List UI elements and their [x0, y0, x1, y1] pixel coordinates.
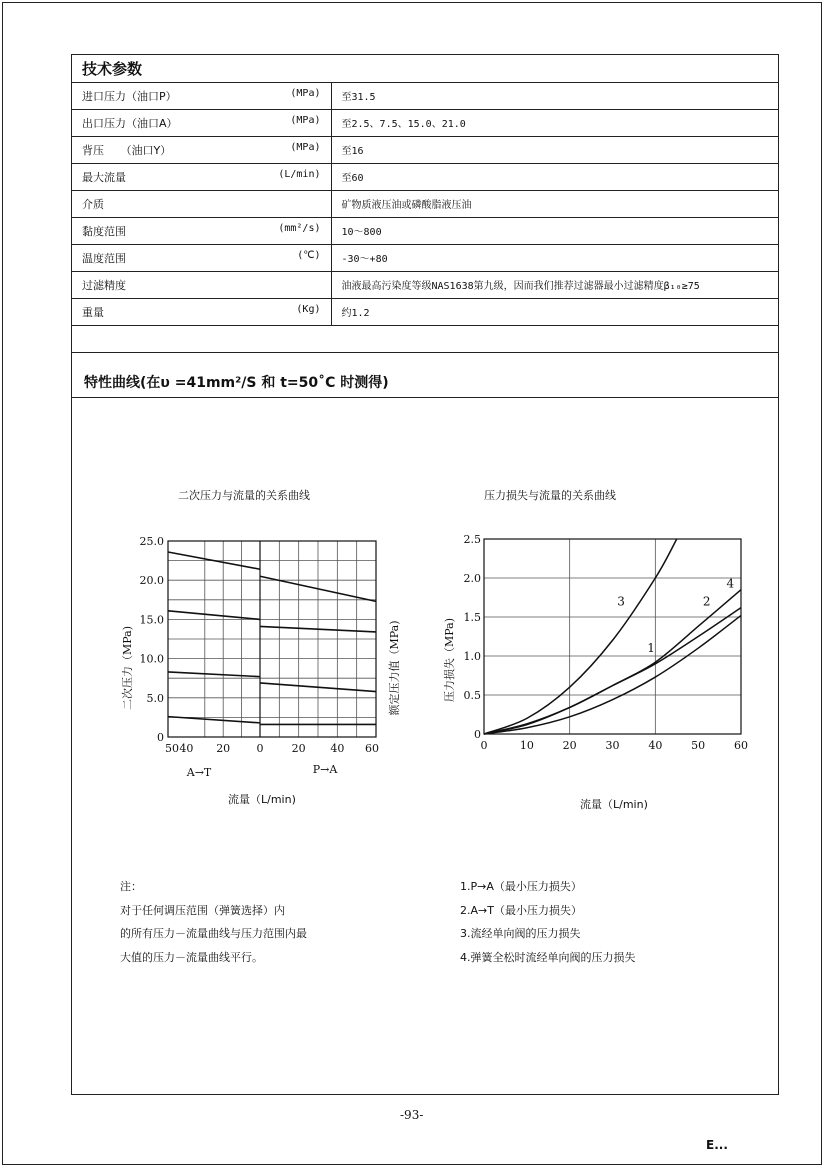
chart1-x-tick: 40: [179, 742, 194, 755]
spec-value: 至60: [331, 163, 778, 190]
chart2-x-tick: 20: [562, 739, 577, 752]
corner-mark: E...: [706, 1138, 728, 1152]
spec-unit: (MPa): [290, 114, 321, 126]
spec-label: 最大流量: [82, 170, 126, 184]
note-line: 的所有压力－流量曲线与压力范围内最: [120, 927, 307, 940]
spec-label: 背压 （油口Y）: [82, 143, 172, 157]
chart2-y-tick: 2.5: [463, 533, 481, 546]
chart2-series-label: 3: [617, 594, 625, 609]
chart2-series-3: [484, 539, 677, 734]
chart1-panel-label-left: A→T: [186, 766, 212, 779]
chart1-xlabel: 流量（L/min): [228, 793, 296, 806]
chart2-x-tick: 50: [691, 739, 706, 752]
chart2-series-label: 1: [647, 641, 655, 656]
spec-value: -30～+80: [331, 244, 778, 271]
note-line: 大值的压力－流量曲线平行。: [120, 950, 263, 964]
chart1-y-tick: 10.0: [139, 652, 164, 666]
note-line: 4.弹簧全松时流经单向阀的压力损失: [460, 950, 636, 964]
chart2-x-tick: 30: [605, 739, 620, 752]
chart1-x-tick: 40: [330, 742, 345, 755]
spec-unit: (Kg): [296, 303, 321, 315]
chart1-x-tick: 50: [165, 742, 179, 755]
spec-unit: (MPa): [290, 87, 321, 99]
chart2-y-tick: 1.0: [463, 650, 481, 663]
page-number: -93-: [400, 1108, 424, 1122]
chart1-ylabel: 二次压力（MPa): [121, 625, 134, 711]
spec-label: 过滤精度: [82, 278, 126, 292]
chart1-x-tick: 0: [256, 742, 264, 755]
chart2-series-4: [484, 590, 741, 734]
spec-value: 矿物质液压油或磷酸脂液压油: [331, 190, 778, 217]
chart2-frame: [484, 539, 741, 734]
spec-unit: (MPa): [290, 141, 321, 153]
chart2-series-label: 4: [726, 576, 735, 591]
chart2-x-tick: 40: [648, 739, 663, 752]
chart1-y-tick: 15.0: [139, 613, 164, 627]
chart2-series-2: [484, 608, 741, 734]
chart2-y-tick: 1.5: [463, 611, 481, 624]
spec-label: 出口压力（油口A）: [82, 116, 178, 130]
spec-label: 黏度范围: [82, 224, 126, 238]
chart1-series-left: [168, 611, 260, 620]
spec-label: 重量: [82, 305, 104, 319]
chart1-series-left: [168, 672, 260, 677]
chart2-ylabel: 压力损失（MPa): [443, 617, 456, 703]
spec-value: 至16: [331, 136, 778, 163]
notes-left: [120, 875, 307, 969]
chart1-x-tick: 20: [291, 742, 306, 755]
spec-unit: (L/min): [278, 168, 321, 180]
chart2-y-tick: 0: [474, 728, 481, 741]
spec-unit: (mm²/s): [278, 222, 321, 234]
spec-title: 技术参数: [72, 55, 778, 82]
chart1-y-tick: 0: [157, 731, 164, 744]
chart2-x-tick: 10: [519, 739, 534, 752]
spec-value: 油液最高污染度等级NAS1638第九级，因而我们推荐过滤器最小过滤精度β₁₀≥75: [331, 271, 778, 298]
chart1-x-tick: 60: [365, 742, 379, 755]
note-line: 注：: [120, 880, 142, 893]
curves-title: 特性曲线(在υ =41mm²/S 和 t=50˚C 时测得): [84, 375, 389, 391]
chart2-x-tick: 60: [734, 739, 748, 752]
chart1-ylabel-right: 额定压力值（MPa): [388, 620, 401, 716]
chart1-x-tick: 20: [216, 742, 231, 755]
chart1-y-tick: 5.0: [146, 691, 164, 705]
spec-label: 介质: [82, 197, 104, 211]
spec-value: 约1.2: [331, 298, 778, 325]
spec-value: 10～800: [331, 217, 778, 244]
chart2-x-tick: 0: [480, 739, 488, 752]
chart1-panel-label-right: P→A: [312, 763, 338, 776]
chart2-xlabel: 流量（L/min): [580, 798, 648, 811]
chart1-y-tick: 25.0: [139, 535, 164, 548]
chart1-y-tick: 20.0: [139, 574, 164, 588]
chart2-y-tick: 0.5: [463, 689, 481, 702]
note-line: 1.P→A（最小压力损失）: [460, 880, 582, 893]
spec-value: 至31.5: [331, 82, 778, 109]
spec-label: 温度范围: [82, 251, 126, 265]
note-line: 2.A→T（最小压力损失）: [460, 903, 582, 917]
spec-label: 进口压力（油口P）: [82, 89, 177, 103]
note-line: 对于任何调压范围（弹簧选择）内: [120, 903, 285, 917]
chart1-title: 二次压力与流量的关系曲线: [178, 489, 310, 502]
chart2-series-label: 2: [702, 594, 711, 609]
note-line: 3.流经单向阀的压力损失: [460, 927, 581, 940]
spec-unit: (℃): [297, 249, 321, 261]
spec-value: 至2.5、7.5、15.0、21.0: [331, 109, 778, 136]
chart2-y-tick: 2.0: [463, 572, 481, 585]
notes-right: [460, 875, 636, 969]
chart2-title: 压力损失与流量的关系曲线: [484, 489, 616, 502]
